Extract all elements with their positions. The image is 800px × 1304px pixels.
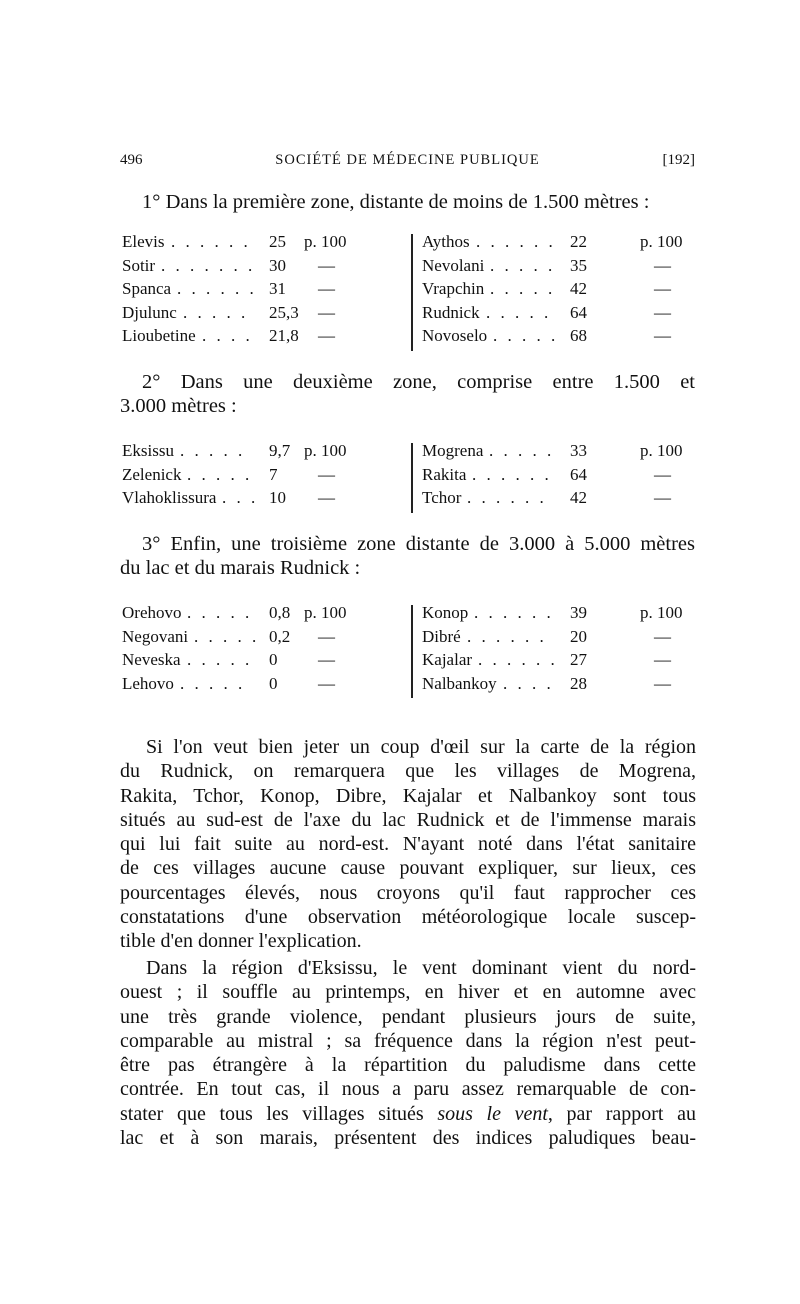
percentage-value: 33 [570, 441, 587, 460]
table-row [122, 650, 402, 674]
percentage-unit: — [654, 673, 671, 693]
text-line: Dans la région d'Eksissu, le vent dominant vient du nord- [146, 957, 696, 979]
table-row [422, 674, 702, 698]
percentage-value: 31 [269, 279, 286, 298]
table-row [122, 627, 402, 651]
percentage-unit: p. 100 [640, 603, 683, 622]
percentage-unit: — [318, 650, 335, 669]
percentage-value: 64 [570, 464, 587, 484]
village-name: Elevis [122, 232, 165, 251]
village-name: Tchor [422, 488, 462, 507]
text-line: de ces villages aucune cause pouvant expliquer, sur lieux, ces [120, 857, 696, 880]
leader-dots: . . . . . [187, 650, 253, 669]
zone3-title: 3° Enfin, une troisième zone distante de 3.000 à 5.000 mètres du lac et du marais Rudnick : [120, 533, 695, 579]
leader-dots: . . . . . . [474, 603, 554, 622]
table-row [422, 650, 702, 674]
percentage-unit: — [654, 626, 671, 646]
leader-dots: . . . . . [490, 255, 556, 275]
percentage-unit: — [318, 255, 335, 275]
percentage-unit: — [318, 626, 335, 646]
percentage-value: 9,7 [269, 441, 291, 460]
percentage-unit: — [654, 488, 671, 507]
percentage-unit: p. 100 [304, 603, 347, 622]
percentage-value: 39 [570, 603, 587, 622]
village-name: Lehovo [122, 673, 174, 693]
leader-dots: . . . . . [180, 441, 246, 460]
percentage-value: 22 [570, 232, 587, 251]
text-line: comparable au mistral ; sa fréquence dans la région n'est peut- [120, 1029, 696, 1052]
text-line: Si l'on veut bien jeter un coup d'œil sur la carte de la région [146, 736, 696, 758]
percentage-unit: — [654, 326, 671, 345]
table-row [422, 232, 702, 256]
emphasis-text: sous le vent [437, 1102, 548, 1125]
text-line: Rakita, Tchor, Konop, Dibre, Kajalar et Nalbankoy sont tous [120, 784, 696, 807]
table-row [122, 303, 402, 327]
table-row [122, 603, 402, 627]
village-name: Rudnick [422, 302, 480, 322]
text-line: tible d'en donner l'explication. [120, 930, 362, 953]
village-name: Eksissu [122, 441, 174, 460]
percentage-value: 28 [570, 673, 587, 693]
text-line: être pas étrangère à la répartition du paludisme dans cette [120, 1054, 696, 1077]
leader-dots: . . . . . [493, 326, 559, 345]
text-line: pourcentages élevés, nous croyons qu'il faut rapprocher ces [120, 881, 696, 904]
percentage-value: 27 [570, 650, 587, 669]
zone3-left-column [122, 603, 402, 697]
table-row [122, 326, 402, 350]
zone1-table [122, 232, 697, 352]
paragraph-2 [120, 956, 696, 1150]
zone2-title: 2° Dans une deuxième zone, comprise entre 1.500 et 3.000 mètres : [120, 371, 695, 417]
leader-dots: . . . . . . [467, 626, 547, 646]
text-line: qui lui fait suite au nord-est. N'ayant noté dans l'état sanitaire [120, 833, 696, 856]
leader-dots: . . . . [503, 673, 554, 693]
village-name: Nevolani [422, 255, 485, 275]
village-name: Dibré [422, 626, 461, 646]
village-name: Vlahoklissura [122, 488, 217, 507]
zone3-table [122, 603, 697, 699]
village-name: Kajalar [422, 650, 473, 669]
leader-dots: . . . . . [187, 464, 253, 484]
table-row [122, 465, 402, 489]
table-row [122, 441, 402, 465]
percentage-value: 25 [269, 232, 286, 251]
table-row [122, 279, 402, 303]
village-name: Konop [422, 603, 469, 622]
leader-dots: . . . . . . . [161, 255, 256, 275]
percentage-value: 20 [570, 626, 587, 646]
percentage-value: 7 [269, 464, 278, 484]
text-line: ouest ; il souffle au printemps, en hiver et en automne avec [120, 981, 696, 1004]
percentage-unit: — [654, 302, 671, 322]
zone1-right-column [422, 232, 702, 350]
percentage-value: 25,3 [269, 302, 299, 322]
leader-dots: . . . . . . [177, 279, 257, 298]
column-divider [411, 443, 413, 513]
column-divider [411, 234, 413, 351]
text-line: contrée. En tout cas, il nous a paru assez remarquable de con- [120, 1078, 696, 1101]
percentage-value: 0 [269, 673, 278, 693]
leader-dots: . . . . . . [472, 464, 552, 484]
percentage-unit: — [318, 464, 335, 484]
percentage-unit: — [654, 464, 671, 484]
leader-dots: . . . . . . [171, 232, 251, 251]
percentage-value: 0 [269, 650, 278, 669]
percentage-unit: — [318, 488, 335, 507]
table-row [422, 256, 702, 280]
leader-dots: . . . . . . [467, 488, 547, 507]
village-name: Novoselo [422, 326, 488, 345]
table-row [422, 303, 702, 327]
percentage-value: 30 [269, 255, 286, 275]
page-number: 496 [120, 152, 143, 168]
zone3-right-column [422, 603, 702, 697]
percentage-value: 10 [269, 488, 286, 507]
village-name: Djulunc [122, 302, 177, 322]
village-name: Nalbankoy [422, 673, 497, 693]
leader-dots: . . . . . [194, 626, 259, 646]
village-name: Mogrena [422, 441, 484, 460]
percentage-unit: p. 100 [640, 441, 683, 460]
leader-dots: . . . . . [489, 441, 555, 460]
bracket-reference: [192] [662, 152, 695, 168]
text-line: stater que tous les villages situés sous le vent, par rapport au [120, 1102, 696, 1125]
text-line: du Rudnick, on remarquera que les villages de Mogrena, [120, 760, 696, 783]
percentage-unit: — [318, 326, 335, 345]
percentage-value: 35 [570, 255, 587, 275]
leader-dots: . . . . . [486, 302, 552, 322]
table-row [422, 326, 702, 350]
leader-dots: . . . . . . [476, 232, 556, 251]
percentage-unit: p. 100 [304, 232, 347, 251]
village-name: Sotir [122, 255, 156, 275]
leader-dots: . . . . . [183, 302, 249, 322]
column-divider [411, 605, 413, 698]
leader-dots: . . . . . [180, 673, 246, 693]
zone1-left-column [122, 232, 402, 350]
leader-dots: . . . . . [187, 603, 253, 622]
village-name: Spanca [122, 279, 172, 298]
text-line: lac et à son marais, présentent des indices paludiques beau- [120, 1127, 696, 1150]
village-name: Rakita [422, 464, 467, 484]
percentage-unit: — [318, 279, 335, 298]
running-header [120, 152, 695, 176]
percentage-unit: — [654, 279, 671, 298]
paragraph-1 [120, 735, 696, 954]
percentage-unit: — [654, 650, 671, 669]
village-name: Orehovo [122, 603, 182, 622]
table-row [122, 488, 402, 512]
village-name: Neveska [122, 650, 181, 669]
table-row [422, 603, 702, 627]
percentage-value: 0,2 [269, 626, 291, 646]
percentage-unit: p. 100 [640, 232, 683, 251]
table-row [122, 674, 402, 698]
text-line: une très grande violence, pendant plusieurs jours de suite, [120, 1005, 696, 1028]
percentage-value: 21,8 [269, 326, 299, 345]
table-row [422, 279, 702, 303]
text-line: situés au sud-est de l'axe du lac Rudnick et de l'immense marais [120, 808, 696, 831]
percentage-value: 42 [570, 279, 587, 298]
table-row [422, 441, 702, 465]
village-name: Negovani [122, 626, 189, 646]
percentage-unit: — [654, 255, 671, 275]
table-row [422, 488, 702, 512]
zone2-left-column [122, 441, 402, 512]
table-row [422, 465, 702, 489]
village-name: Vrapchin [422, 279, 485, 298]
village-name: Aythos [422, 232, 470, 251]
percentage-unit: p. 100 [304, 441, 347, 460]
table-row [122, 256, 402, 280]
running-title: SOCIÉTÉ DE MÉDECINE PUBLIQUE [275, 152, 540, 168]
leader-dots: . . . . . [490, 279, 556, 298]
zone2-table [122, 441, 697, 513]
percentage-unit: — [318, 673, 335, 693]
leader-dots: . . . [222, 488, 259, 507]
percentage-value: 42 [570, 488, 587, 507]
table-row [422, 627, 702, 651]
percentage-unit: — [318, 302, 335, 322]
zone1-title: 1° Dans la première zone, distante de moins de 1.500 mètres : [142, 191, 650, 213]
leader-dots: . . . . [202, 326, 253, 345]
percentage-value: 64 [570, 302, 587, 322]
zone2-right-column [422, 441, 702, 512]
village-name: Lioubetine [122, 326, 196, 345]
text-line: constatations d'une observation météorologique locale suscep- [120, 906, 696, 929]
village-name: Zelenick [122, 464, 182, 484]
table-row [122, 232, 402, 256]
percentage-value: 68 [570, 326, 587, 345]
percentage-value: 0,8 [269, 603, 291, 622]
leader-dots: . . . . . . [478, 650, 558, 669]
